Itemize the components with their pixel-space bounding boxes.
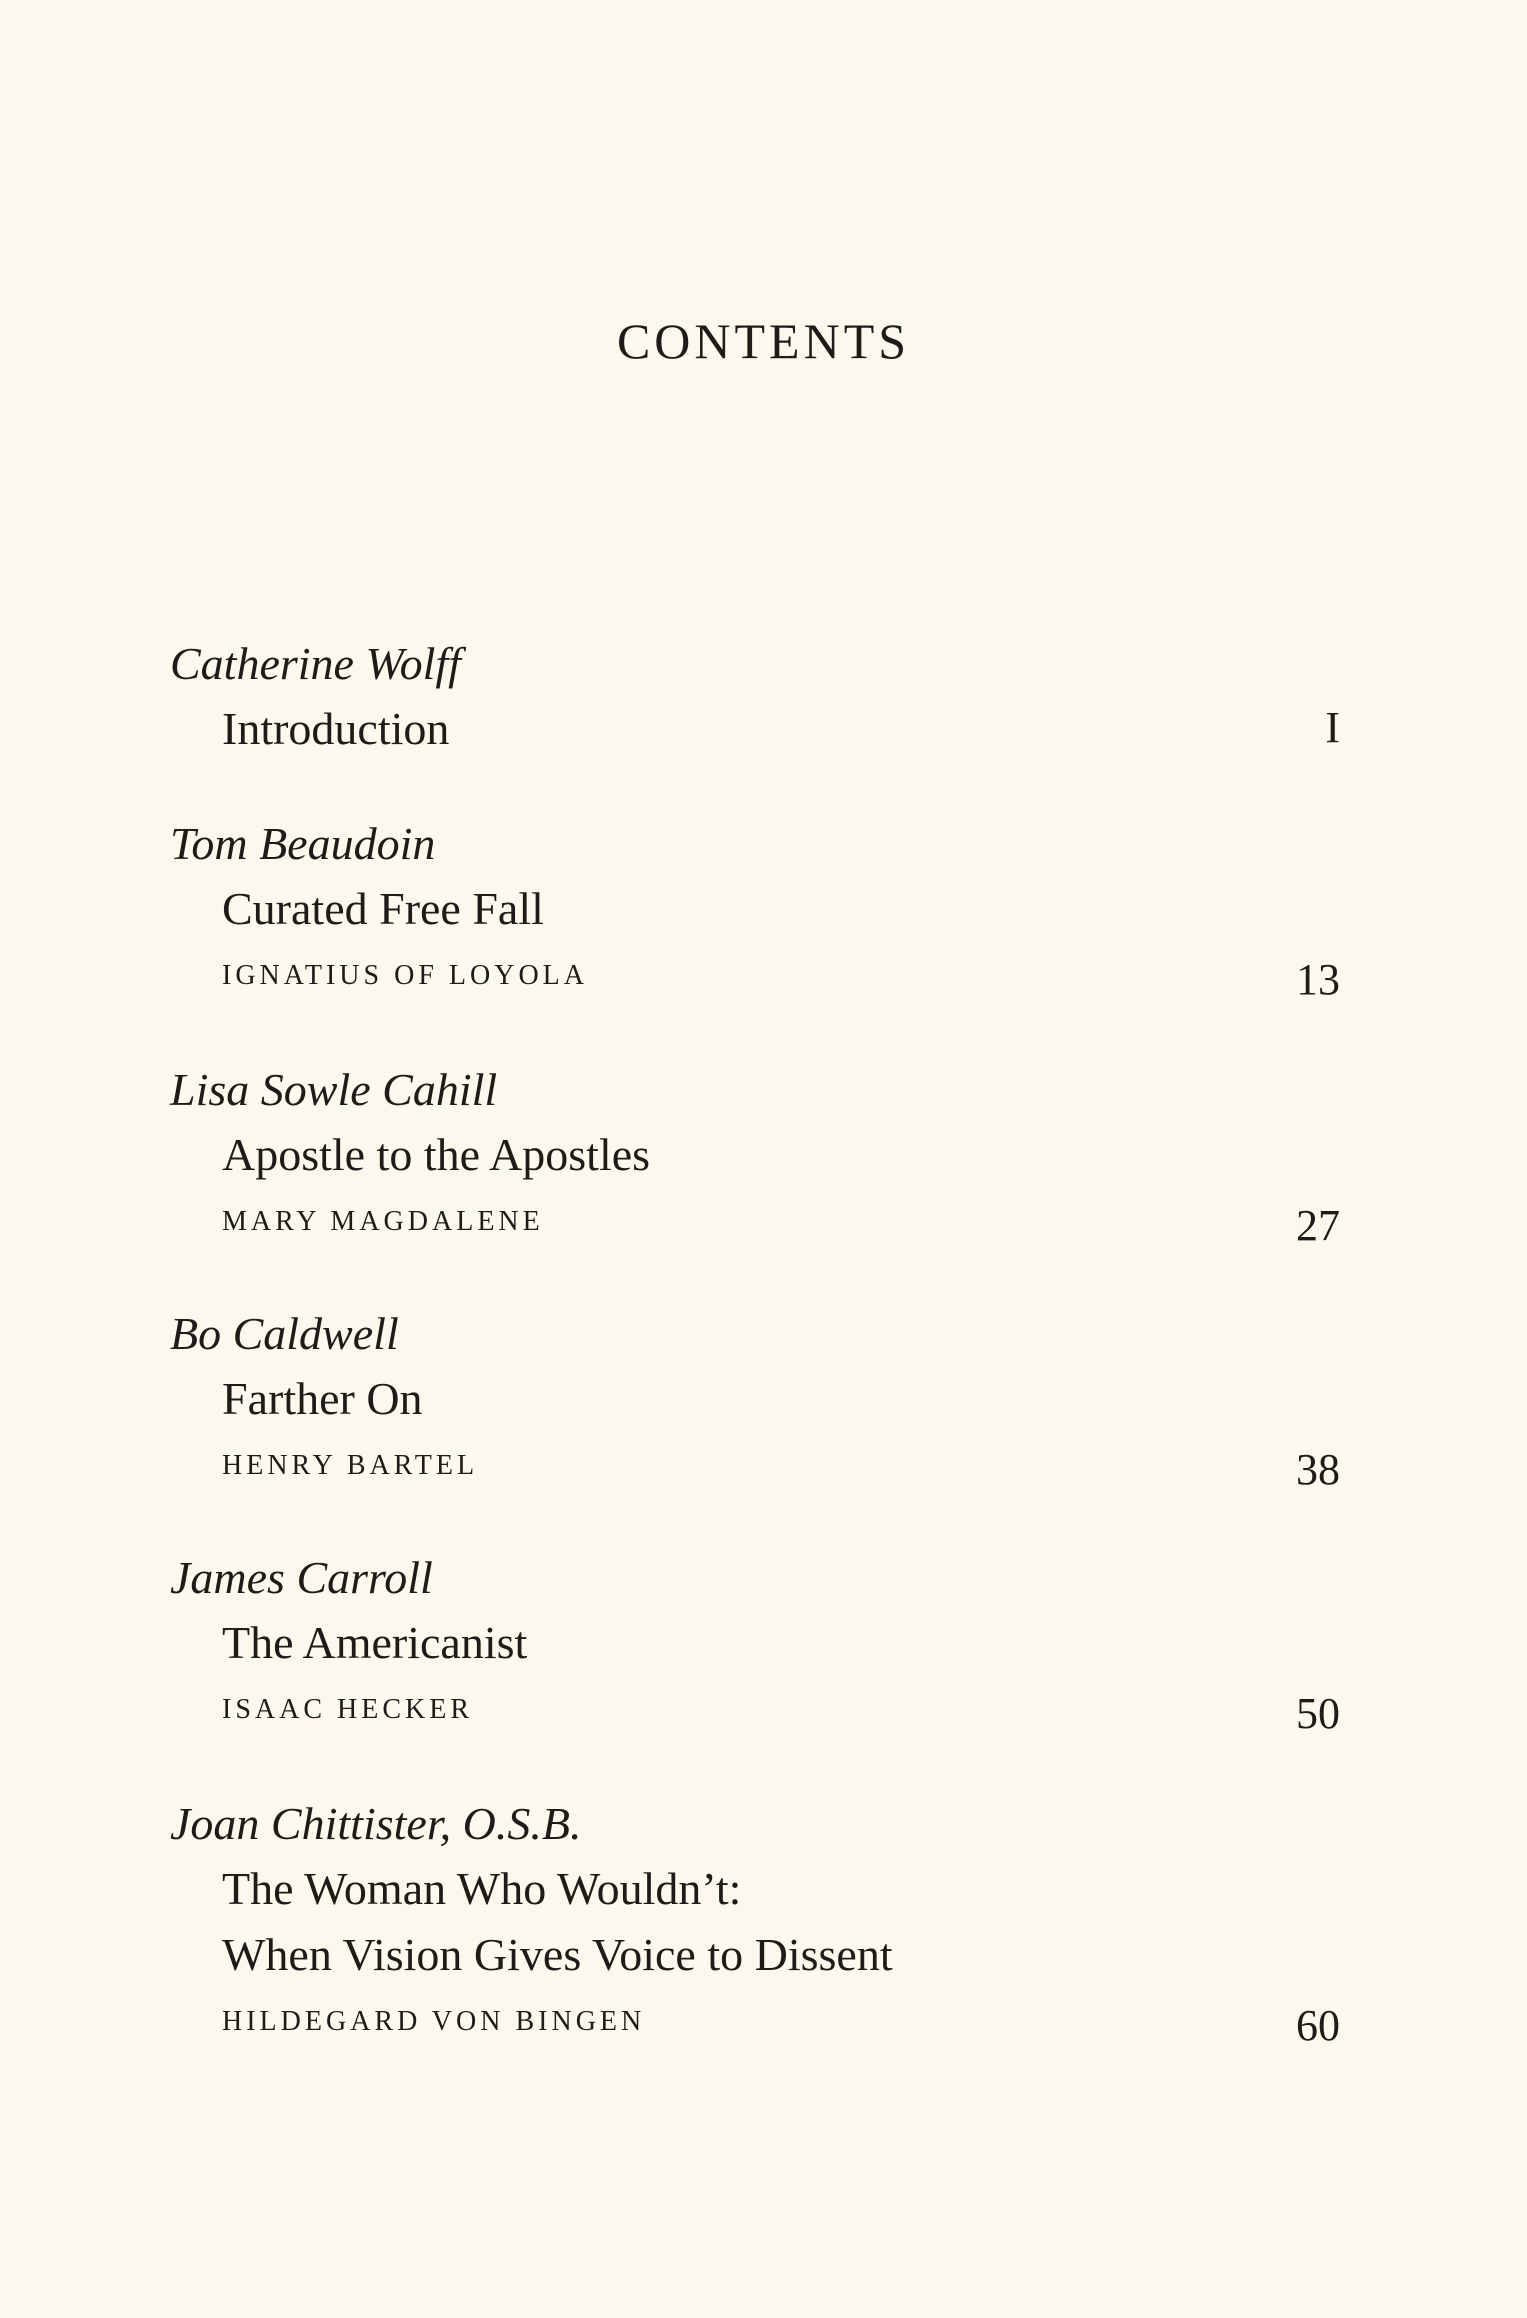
entry-subject-row — [170, 1188, 1340, 1258]
toc-entry-carroll — [170, 1546, 1340, 1746]
entry-essay-row — [170, 696, 1340, 766]
entry-essay-title: Farther On — [222, 1373, 423, 1424]
entry-subject-row — [170, 1432, 1340, 1502]
entry-subject-row — [170, 1676, 1340, 1746]
entry-essay-title: The Woman Who Wouldn’t: — [222, 1863, 742, 1914]
toc-entry-chittister — [170, 1792, 1340, 2058]
entry-page-number: 60 — [1296, 2001, 1340, 2050]
entry-author: Lisa Sowle Cahill — [170, 1064, 498, 1115]
toc-entry-wolff — [170, 632, 1340, 766]
entry-essay-title: Introduction — [222, 703, 450, 754]
entry-subject: HENRY BARTEL — [222, 1450, 479, 1481]
entry-author: Joan Chittister, O.S.B. — [170, 1798, 582, 1849]
entry-essay-title: Curated Free Fall — [222, 883, 544, 934]
entry-author: Catherine Wolff — [170, 638, 461, 689]
entry-essay-subtitle: When Vision Gives Voice to Dissent — [222, 1929, 893, 1980]
entry-page-number: 50 — [1296, 1689, 1340, 1738]
entry-author: Bo Caldwell — [170, 1308, 399, 1359]
entry-page-number: 27 — [1296, 1201, 1340, 1250]
entry-subject: MARY MAGDALENE — [222, 1206, 544, 1237]
entry-essay-title: The Americanist — [222, 1617, 528, 1668]
entry-essay-title: Apostle to the Apostles — [222, 1129, 651, 1180]
entry-subject: ISAAC HECKER — [222, 1694, 474, 1725]
entry-subject: HILDEGARD VON BINGEN — [222, 2006, 646, 2037]
page-title: CONTENTS — [616, 313, 911, 369]
entry-author: James Carroll — [170, 1552, 433, 1603]
entry-subject-row — [170, 942, 1340, 1012]
entry-subject: IGNATIUS OF LOYOLA — [222, 960, 588, 991]
toc-entry-cahill — [170, 1058, 1340, 1258]
entry-subject-row — [170, 1988, 1340, 2058]
entry-author: Tom Beaudoin — [170, 818, 436, 869]
entry-page-number: 38 — [1296, 1445, 1340, 1494]
entry-page-number: 13 — [1296, 955, 1340, 1004]
toc-entry-beaudoin — [170, 812, 1340, 1012]
toc-entry-caldwell — [170, 1302, 1340, 1502]
entry-page-number: I — [1325, 703, 1340, 752]
